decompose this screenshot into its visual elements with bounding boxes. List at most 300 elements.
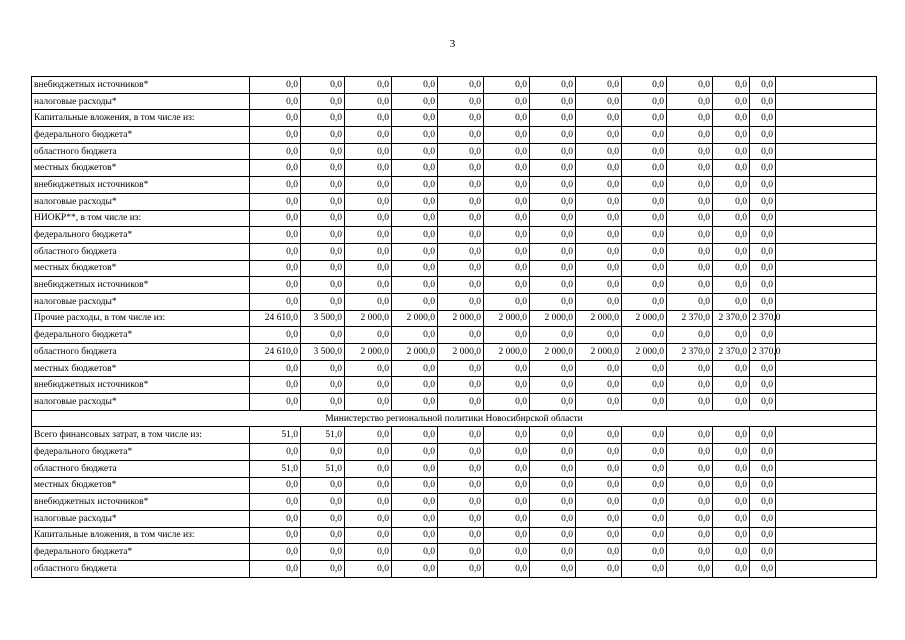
value-cell: 2 000,0 [392, 310, 438, 327]
value-cell: 0,0 [301, 527, 345, 544]
value-cell: 0,0 [301, 327, 345, 344]
value-cell: 0,0 [301, 143, 345, 160]
value-cell: 0,0 [301, 227, 345, 244]
value-cell: 24 610,0 [250, 310, 301, 327]
value-cell: 0,0 [345, 160, 392, 177]
table-row [32, 193, 877, 210]
table-row [32, 227, 877, 244]
table-row [32, 210, 877, 227]
value-cell: 0,0 [750, 77, 776, 94]
value-cell: 0,0 [576, 427, 622, 444]
value-cell: 0,0 [250, 360, 301, 377]
empty-cell [776, 77, 877, 94]
value-cell: 0,0 [301, 93, 345, 110]
value-cell: 0,0 [345, 394, 392, 411]
value-cell: 0,0 [345, 510, 392, 527]
value-cell: 0,0 [345, 460, 392, 477]
value-cell: 0,0 [713, 527, 750, 544]
value-cell: 0,0 [250, 110, 301, 127]
value-cell: 2 370,0 [750, 344, 776, 361]
value-cell: 0,0 [392, 77, 438, 94]
value-cell: 0,0 [301, 494, 345, 511]
empty-cell [776, 560, 877, 577]
value-cell: 2 000,0 [438, 344, 484, 361]
value-cell: 0,0 [484, 293, 530, 310]
value-cell: 0,0 [484, 227, 530, 244]
value-cell: 0,0 [667, 510, 713, 527]
value-cell: 0,0 [530, 444, 576, 461]
value-cell: 0,0 [750, 293, 776, 310]
value-cell: 0,0 [622, 477, 667, 494]
value-cell: 0,0 [713, 494, 750, 511]
value-cell: 0,0 [713, 377, 750, 394]
empty-cell [776, 143, 877, 160]
value-cell: 0,0 [392, 360, 438, 377]
value-cell: 0,0 [750, 177, 776, 194]
value-cell: 0,0 [530, 160, 576, 177]
empty-cell [776, 127, 877, 144]
value-cell: 24 610,0 [250, 344, 301, 361]
value-cell: 0,0 [345, 327, 392, 344]
value-cell: 0,0 [530, 243, 576, 260]
value-cell: 0,0 [484, 394, 530, 411]
value-cell: 0,0 [530, 377, 576, 394]
row-label: налоговые расходы* [32, 510, 250, 527]
value-cell: 0,0 [345, 560, 392, 577]
value-cell: 0,0 [750, 243, 776, 260]
value-cell: 0,0 [713, 277, 750, 294]
row-label: местных бюджетов* [32, 360, 250, 377]
value-cell: 0,0 [250, 527, 301, 544]
value-cell: 0,0 [392, 510, 438, 527]
value-cell: 0,0 [750, 527, 776, 544]
value-cell: 0,0 [530, 277, 576, 294]
value-cell: 0,0 [301, 160, 345, 177]
value-cell: 0,0 [750, 227, 776, 244]
value-cell: 0,0 [530, 127, 576, 144]
value-cell: 0,0 [667, 260, 713, 277]
value-cell: 0,0 [345, 177, 392, 194]
value-cell: 0,0 [667, 444, 713, 461]
value-cell: 3 500,0 [301, 344, 345, 361]
page-number: 3 [449, 38, 456, 50]
row-label: внебюджетных источников* [32, 277, 250, 294]
value-cell: 0,0 [667, 293, 713, 310]
row-label: областного бюджета [32, 460, 250, 477]
value-cell: 0,0 [576, 277, 622, 294]
value-cell: 0,0 [622, 143, 667, 160]
value-cell: 0,0 [713, 360, 750, 377]
value-cell: 0,0 [250, 444, 301, 461]
value-cell: 0,0 [713, 260, 750, 277]
value-cell: 0,0 [622, 327, 667, 344]
value-cell: 2 000,0 [345, 344, 392, 361]
value-cell: 2 370,0 [667, 310, 713, 327]
value-cell: 0,0 [667, 527, 713, 544]
value-cell: 0,0 [713, 293, 750, 310]
row-label: налоговые расходы* [32, 193, 250, 210]
value-cell: 0,0 [530, 110, 576, 127]
value-cell: 0,0 [667, 77, 713, 94]
value-cell: 0,0 [667, 560, 713, 577]
table-row [32, 460, 877, 477]
value-cell: 0,0 [750, 477, 776, 494]
value-cell: 0,0 [530, 327, 576, 344]
table-row [32, 444, 877, 461]
value-cell: 0,0 [392, 227, 438, 244]
value-cell: 0,0 [250, 193, 301, 210]
row-label: НИОКР**, в том числе из: [32, 210, 250, 227]
value-cell: 0,0 [345, 360, 392, 377]
value-cell: 0,0 [345, 377, 392, 394]
value-cell: 0,0 [622, 260, 667, 277]
value-cell: 0,0 [484, 193, 530, 210]
value-cell: 0,0 [484, 243, 530, 260]
value-cell: 0,0 [576, 327, 622, 344]
empty-cell [776, 527, 877, 544]
value-cell: 0,0 [667, 377, 713, 394]
value-cell: 0,0 [345, 243, 392, 260]
value-cell: 0,0 [250, 560, 301, 577]
value-cell: 0,0 [667, 544, 713, 561]
table-row [32, 77, 877, 94]
value-cell: 0,0 [438, 127, 484, 144]
value-cell: 0,0 [301, 394, 345, 411]
value-cell: 0,0 [484, 127, 530, 144]
value-cell: 0,0 [484, 77, 530, 94]
value-cell: 0,0 [301, 127, 345, 144]
value-cell: 0,0 [484, 210, 530, 227]
value-cell: 0,0 [750, 560, 776, 577]
empty-cell [776, 477, 877, 494]
value-cell: 0,0 [484, 93, 530, 110]
value-cell: 0,0 [622, 210, 667, 227]
value-cell: 2 000,0 [530, 310, 576, 327]
value-cell: 0,0 [622, 510, 667, 527]
value-cell: 0,0 [667, 177, 713, 194]
empty-cell [776, 460, 877, 477]
value-cell: 51,0 [301, 460, 345, 477]
value-cell: 0,0 [622, 377, 667, 394]
value-cell: 0,0 [750, 93, 776, 110]
value-cell: 0,0 [392, 494, 438, 511]
value-cell: 0,0 [392, 243, 438, 260]
value-cell: 0,0 [576, 110, 622, 127]
value-cell: 0,0 [713, 427, 750, 444]
value-cell: 0,0 [713, 93, 750, 110]
value-cell: 0,0 [438, 143, 484, 160]
value-cell: 3 500,0 [301, 310, 345, 327]
value-cell: 0,0 [530, 93, 576, 110]
value-cell: 0,0 [576, 160, 622, 177]
value-cell: 0,0 [713, 127, 750, 144]
value-cell: 0,0 [750, 143, 776, 160]
table-row [32, 110, 877, 127]
row-label: Всего финансовых затрат, в том числе из: [32, 427, 250, 444]
value-cell: 0,0 [484, 544, 530, 561]
value-cell: 0,0 [484, 177, 530, 194]
value-cell: 0,0 [576, 227, 622, 244]
value-cell: 0,0 [484, 477, 530, 494]
empty-cell [776, 544, 877, 561]
value-cell: 0,0 [713, 210, 750, 227]
value-cell: 51,0 [250, 427, 301, 444]
value-cell: 0,0 [530, 494, 576, 511]
value-cell: 0,0 [667, 427, 713, 444]
table-row [32, 93, 877, 110]
empty-cell [776, 344, 877, 361]
row-label: областного бюджета [32, 243, 250, 260]
value-cell: 0,0 [576, 444, 622, 461]
row-label: федерального бюджета* [32, 227, 250, 244]
value-cell: 0,0 [622, 527, 667, 544]
value-cell: 0,0 [667, 227, 713, 244]
value-cell: 0,0 [438, 210, 484, 227]
value-cell: 0,0 [750, 327, 776, 344]
value-cell: 0,0 [250, 160, 301, 177]
row-label: федерального бюджета* [32, 544, 250, 561]
value-cell: 2 000,0 [622, 344, 667, 361]
value-cell: 0,0 [345, 427, 392, 444]
value-cell: 0,0 [250, 494, 301, 511]
value-cell: 0,0 [438, 444, 484, 461]
value-cell: 0,0 [392, 544, 438, 561]
value-cell: 0,0 [622, 227, 667, 244]
value-cell: 0,0 [713, 77, 750, 94]
value-cell: 0,0 [392, 143, 438, 160]
value-cell: 0,0 [576, 243, 622, 260]
value-cell: 0,0 [530, 527, 576, 544]
empty-cell [776, 160, 877, 177]
value-cell: 0,0 [345, 477, 392, 494]
value-cell: 0,0 [250, 93, 301, 110]
value-cell: 0,0 [713, 243, 750, 260]
value-cell: 0,0 [484, 277, 530, 294]
value-cell: 0,0 [392, 477, 438, 494]
value-cell: 0,0 [301, 277, 345, 294]
row-label: Капитальные вложения, в том числе из: [32, 110, 250, 127]
value-cell: 0,0 [484, 110, 530, 127]
value-cell: 0,0 [530, 143, 576, 160]
value-cell: 0,0 [622, 544, 667, 561]
value-cell: 0,0 [438, 277, 484, 294]
value-cell: 0,0 [484, 494, 530, 511]
value-cell: 0,0 [392, 210, 438, 227]
value-cell: 0,0 [576, 210, 622, 227]
value-cell: 0,0 [713, 544, 750, 561]
value-cell: 0,0 [713, 110, 750, 127]
value-cell: 0,0 [667, 143, 713, 160]
value-cell: 0,0 [345, 227, 392, 244]
value-cell: 0,0 [713, 177, 750, 194]
value-cell: 0,0 [250, 544, 301, 561]
row-label: налоговые расходы* [32, 394, 250, 411]
value-cell: 0,0 [345, 544, 392, 561]
value-cell: 0,0 [438, 160, 484, 177]
value-cell: 0,0 [750, 210, 776, 227]
value-cell: 0,0 [576, 477, 622, 494]
value-cell: 0,0 [667, 477, 713, 494]
value-cell: 0,0 [392, 377, 438, 394]
value-cell: 0,0 [622, 77, 667, 94]
value-cell: 0,0 [667, 243, 713, 260]
table-body [32, 77, 877, 578]
value-cell: 0,0 [438, 177, 484, 194]
table-row [32, 560, 877, 577]
value-cell: 0,0 [622, 127, 667, 144]
value-cell: 0,0 [622, 177, 667, 194]
value-cell: 0,0 [438, 110, 484, 127]
value-cell: 0,0 [576, 93, 622, 110]
value-cell: 2 000,0 [392, 344, 438, 361]
value-cell: 0,0 [530, 544, 576, 561]
value-cell: 0,0 [392, 394, 438, 411]
row-label: областного бюджета [32, 143, 250, 160]
value-cell: 0,0 [576, 127, 622, 144]
value-cell: 0,0 [576, 460, 622, 477]
value-cell: 0,0 [438, 477, 484, 494]
value-cell: 0,0 [750, 127, 776, 144]
value-cell: 0,0 [345, 127, 392, 144]
value-cell: 0,0 [667, 210, 713, 227]
value-cell: 0,0 [750, 260, 776, 277]
empty-cell [776, 510, 877, 527]
value-cell: 0,0 [484, 260, 530, 277]
value-cell: 0,0 [667, 327, 713, 344]
value-cell: 0,0 [301, 210, 345, 227]
value-cell: 0,0 [576, 177, 622, 194]
row-label: местных бюджетов* [32, 260, 250, 277]
value-cell: 0,0 [750, 444, 776, 461]
value-cell: 0,0 [301, 560, 345, 577]
value-cell: 0,0 [622, 494, 667, 511]
value-cell: 0,0 [392, 444, 438, 461]
value-cell: 0,0 [667, 93, 713, 110]
value-cell: 0,0 [576, 494, 622, 511]
value-cell: 0,0 [576, 360, 622, 377]
value-cell: 0,0 [713, 327, 750, 344]
value-cell: 0,0 [392, 460, 438, 477]
value-cell: 0,0 [576, 193, 622, 210]
value-cell: 0,0 [392, 527, 438, 544]
value-cell: 0,0 [392, 293, 438, 310]
row-label: внебюджетных источников* [32, 177, 250, 194]
value-cell: 0,0 [301, 360, 345, 377]
empty-cell [776, 444, 877, 461]
value-cell: 0,0 [750, 460, 776, 477]
value-cell: 0,0 [250, 510, 301, 527]
table-row [32, 527, 877, 544]
value-cell: 0,0 [301, 177, 345, 194]
table-row [32, 394, 877, 411]
value-cell: 0,0 [576, 560, 622, 577]
value-cell: 0,0 [530, 77, 576, 94]
value-cell: 0,0 [345, 210, 392, 227]
value-cell: 0,0 [750, 160, 776, 177]
value-cell: 0,0 [576, 377, 622, 394]
value-cell: 0,0 [667, 160, 713, 177]
value-cell: 0,0 [530, 193, 576, 210]
value-cell: 0,0 [392, 177, 438, 194]
value-cell: 0,0 [250, 260, 301, 277]
empty-cell [776, 427, 877, 444]
value-cell: 0,0 [530, 460, 576, 477]
value-cell: 0,0 [622, 360, 667, 377]
budget-table [31, 76, 877, 578]
value-cell: 0,0 [750, 510, 776, 527]
value-cell: 2 370,0 [750, 310, 776, 327]
value-cell: 0,0 [667, 193, 713, 210]
value-cell: 0,0 [438, 494, 484, 511]
value-cell: 0,0 [392, 127, 438, 144]
section-title: Министерство региональной политики Новосибирской области [32, 410, 877, 427]
value-cell: 0,0 [301, 377, 345, 394]
value-cell: 0,0 [250, 277, 301, 294]
value-cell: 0,0 [250, 177, 301, 194]
empty-cell [776, 494, 877, 511]
value-cell: 0,0 [250, 77, 301, 94]
value-cell: 0,0 [250, 143, 301, 160]
value-cell: 0,0 [250, 477, 301, 494]
value-cell: 0,0 [484, 327, 530, 344]
value-cell: 0,0 [301, 110, 345, 127]
value-cell: 0,0 [484, 560, 530, 577]
table-row [32, 494, 877, 511]
table-row [32, 293, 877, 310]
value-cell: 0,0 [530, 510, 576, 527]
value-cell: 0,0 [576, 394, 622, 411]
value-cell: 0,0 [345, 527, 392, 544]
value-cell: 2 370,0 [667, 344, 713, 361]
value-cell: 0,0 [250, 210, 301, 227]
value-cell: 2 000,0 [345, 310, 392, 327]
value-cell: 0,0 [667, 460, 713, 477]
value-cell: 0,0 [667, 394, 713, 411]
value-cell: 0,0 [622, 93, 667, 110]
value-cell: 0,0 [392, 110, 438, 127]
value-cell: 0,0 [750, 544, 776, 561]
value-cell: 0,0 [750, 277, 776, 294]
value-cell: 0,0 [622, 560, 667, 577]
value-cell: 0,0 [250, 327, 301, 344]
value-cell: 0,0 [438, 427, 484, 444]
value-cell: 0,0 [713, 160, 750, 177]
value-cell: 0,0 [392, 260, 438, 277]
value-cell: 0,0 [530, 394, 576, 411]
empty-cell [776, 260, 877, 277]
empty-cell [776, 210, 877, 227]
row-label: внебюджетных источников* [32, 494, 250, 511]
table-row [32, 510, 877, 527]
value-cell: 0,0 [622, 394, 667, 411]
value-cell: 0,0 [345, 143, 392, 160]
value-cell: 0,0 [438, 93, 484, 110]
value-cell: 2 370,0 [713, 310, 750, 327]
value-cell: 0,0 [438, 193, 484, 210]
empty-cell [776, 93, 877, 110]
row-label: федерального бюджета* [32, 444, 250, 461]
row-label: Прочие расходы, в том числе из: [32, 310, 250, 327]
empty-cell [776, 394, 877, 411]
value-cell: 0,0 [750, 193, 776, 210]
value-cell: 0,0 [750, 494, 776, 511]
row-label: внебюджетных источников* [32, 377, 250, 394]
value-cell: 0,0 [438, 460, 484, 477]
value-cell: 0,0 [484, 460, 530, 477]
row-label: федерального бюджета* [32, 327, 250, 344]
value-cell: 0,0 [622, 243, 667, 260]
value-cell: 0,0 [530, 477, 576, 494]
